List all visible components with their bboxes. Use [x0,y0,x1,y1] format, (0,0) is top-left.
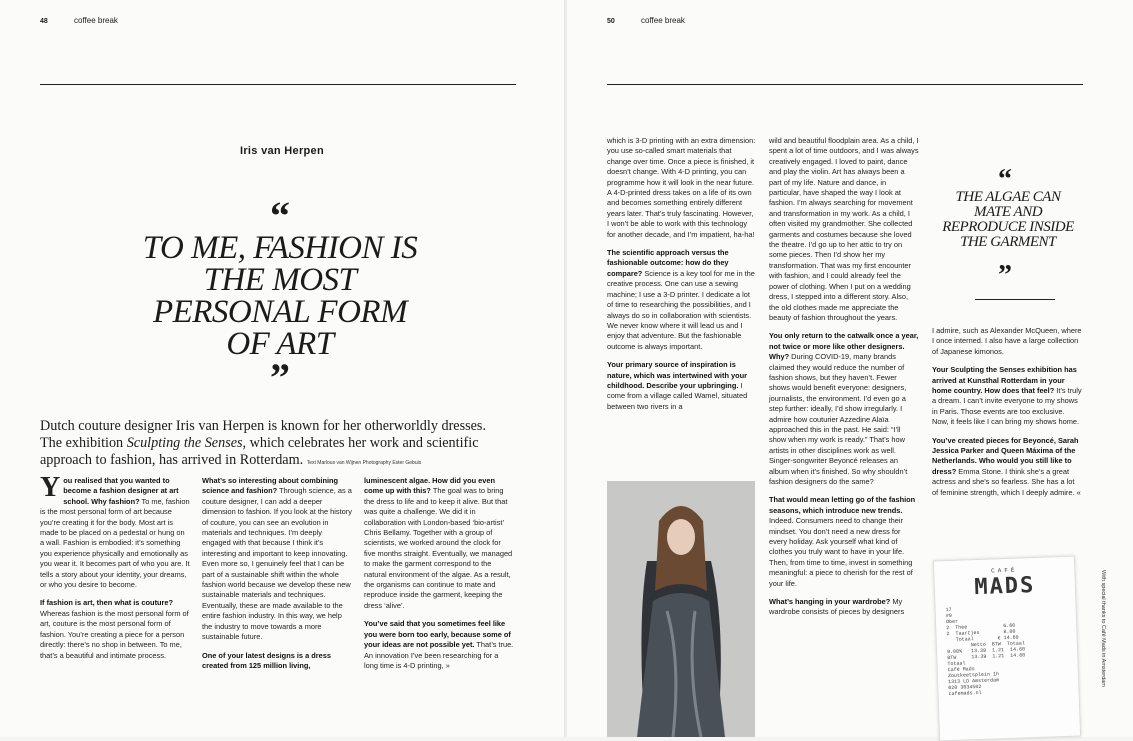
article-paragraph [607,360,757,412]
left-column-1 [40,472,190,669]
portrait-illustration [607,481,755,737]
cafe-receipt [933,556,1081,741]
receipt-lines: 17 #0 Ober 2 Thee 6.60 2 Taartjes 8.00 Totaal € 14.60 Netto BTW Totaal 9.00% 13.39 1.21 14.60 BTW 13.39 1.21 14.60 Totaal Café Mads Zoutkeetsplein 1h 1313 LD Amsterdam 020 3034502 cafemads.nl [945,606,1026,698]
left-section-label: coffee break [74,16,118,25]
article-paragraph [932,436,1082,498]
article-paragraph [769,136,919,323]
right-section-label: coffee break [641,16,685,25]
interview-answer: To me, fashion is the most personal form of art because you’re creating it for the body. Most art is made to be placed on a pedestal or hung on a wall. Fashion is embodied: it’s something you experience physically and emotionally as you wear it. It becomes part of who you are. It tells a story about your identity, your dreams, or who you desire to become. [40,496,190,590]
interview-question: What’s hanging in your wardrobe? [769,597,891,607]
article-paragraph [769,597,919,618]
article-paragraph [607,136,757,240]
interview-question: luminescent algae. How did you even come up with this? [364,476,496,496]
receipt-cafe-label: CAFÉ [990,566,1018,575]
credit-line: Text Marlous van Wijnen Photography Ester Gebuis [306,460,422,466]
interview-answer: Emma Stone. I think she’s a great actress and she’s so fearless. She has a lot of feminine strength, which I deeply admire. « [932,466,1081,497]
interview-question: ou realised that you wanted to become a fashion designer at art school. Why fashion? [63,476,179,506]
article-paragraph [769,495,919,589]
interview-answer: I admire, such as Alexander McQueen, where I once interned. I also have a large collection of Japanese kimonos. [932,326,1082,356]
close-quote-mark: ” [270,355,290,400]
right-column-1 [607,136,757,420]
right-pull-quote: THE ALGAE CAN MATE AND REPRODUCE INSIDE THE GARMENT [942,189,1074,250]
interview-question: Your Sculpting the Senses exhibition has arrived at Kunsthal Rotterdam in your home country. How does that feel? [932,365,1077,396]
intro-text-start: Dutch couture designer Iris van Herpen is known for her otherworldly dresses. The exhibition [40,418,486,451]
article-paragraph [40,472,190,590]
article-paragraph [607,248,757,352]
interview-question: If fashion is art, then what is couture? [40,598,174,608]
interview-answer: It’s truly a dream. I can’t invite everyone to my shows in Paris. Those events are too exclusive. Now, it feels like I can bring my shows home. [932,386,1082,427]
interview-question: The scientific approach versus the fashionable outcome: how do they compare? [607,248,729,278]
interview-answer: Science is a key tool for me in the creative process. One can use a sewing machine; I use a 3-D printer. I dedicate a lot of time to researching the possibilities, and I always do so in collaboration with scientists. We never know where it will lead us and I enjoy that adventure. But the fashionable outcome is always important. [607,268,755,351]
left-column-2 [202,476,352,679]
interviewee-name: Iris van Herpen [240,145,324,157]
top-rule [40,84,516,85]
pull-quote-rule [975,299,1055,300]
interview-answer: wild and beautiful floodplain area. As a child, I spent a lot of time outdoors, and I was always creatively engaged. I loved to paint, dance and play the violin. Art has always been a part of my life. Nature and dance, in particular, have shaped the way I look at fashion. I’m always searching for movement and transformation in my work. As a child, I often visited my grandmother. She collected garments and costumes because she loved the theatre. I’d go up to her attic to try on some pieces. Then I’d show her my transformation. That was my first encounter with fashion, and I could already feel the power of clothing. When I put on a wedding dress, I stepped into a different story. Also, the old clothes made me appreciate the beauty of fashion throughout the years. [769,136,919,322]
interview-question: That would mean letting go of the fashion seasons, which introduce new trends. [769,495,916,515]
interview-answer: Through science, as a couture designer, I can add a deeper dimension to fashion. If you look at the history of couture, you can see an evolution in materials and techniques. I’m deeply engaged with that because I think it’s interesting and important to keep innovating. Even more so, I genuinely feel that I can be part of a sustainable shift within the whole fashion world because we develop these new sustainable materials and techniques. Eventually, these are made available to the entire fashion industry. In this way, we help the industry to move towards a more sustainable future. [202,486,352,642]
open-quote-mark: “ [270,193,290,238]
interview-answer: That’s true. An innovation I’ve been researching for a long time is 4-D printing, » [364,640,514,670]
interview-answer: My wardrobe consists of pieces by designers [769,597,905,617]
receipt-brand: MADS [973,572,1036,601]
exhibition-title: Sculpting the Senses [126,435,243,451]
right-page-number: 50 [607,18,615,25]
left-page [0,0,566,737]
article-paragraph [769,331,919,487]
right-open-quote-mark: “ [998,164,1012,195]
left-page-header [40,16,118,25]
interview-question: You’ve said that you sometimes feel like you were born too early, because some of your ideas are not possible yet. [364,619,511,650]
portrait-photo [607,481,755,737]
pull-quote: TO ME, FASHION IS THE MOST PERSONAL FORM OF ART [142,230,418,362]
right-column-3 [932,326,1082,506]
interview-question: What’s so interesting about combining science and fashion? [202,476,339,496]
article-paragraph [202,651,352,672]
interview-answer: which is 3-D printing with an extra dimension: you use so-called smart materials that change over time. Once a piece is finished, it doesn’t change. With 4-D printing, you can programme how it will look in the near future. A 4-D-printed dress takes on a life of its own and becomes something entirely different years later. That’s truly fascinating. However, I won’t be able to work with this technology for another decade, and I’m impatient, ha-ha! [607,136,756,239]
right-close-quote-mark: ” [998,260,1012,291]
interview-question: Your primary source of inspiration is nature, which was intertwined with your childhood. Describe your upbringing. [607,360,748,390]
article-paragraph [932,326,1082,357]
intro-text-end: , which celebrates her work and scientific approach to fashion, has arrived in Rotterdam. [40,435,479,468]
intro-paragraph [40,418,510,472]
interview-question: You only return to the catwalk once a year, not twice or more like other designers. Why? [769,331,919,362]
article-paragraph [202,476,352,643]
article-paragraph [932,365,1082,427]
interview-question: You’ve created pieces for Beyoncé, Sarah Jessica Parker and Queen Máxima of the Netherlands. Who would you still like to dress? [932,435,1079,476]
article-paragraph [40,598,190,660]
interview-answer: During COVID-19, many brands claimed they would reduce the number of fashion shows, but they haven’t. Fewer shows would benefit everyone: designers, journalists, the environment. I’d even go a step further: ideally, I’d show irregularly. I admire how couturier Azzedine Alaïa approached this in the past. He said: “I’ll show when my work is ready.” That’s how artists in other disciplines work as well. Singer-songwriter Beyoncé releases an album when it’s finished. So why shouldn’t fashion designers do the same? [769,352,908,486]
left-column-3 [364,476,514,679]
interview-answer: Whereas fashion is the most personal form of art, couture is the most personal form of fashion. You’re creating a piece for a person directly: there’s no shop in between. To me, that’s a beautiful and intimate process. [40,608,189,660]
right-page-header [607,16,685,25]
article-paragraph [364,619,514,671]
left-page-number: 48 [40,18,48,25]
interview-answer: I come from a village called Wamel, situated between two rivers in a [607,380,748,411]
right-top-rule [607,84,1083,85]
interview-answer: Indeed. Consumers need to change their mindset. You don’t need a new dress for every holiday. Ask yourself what kind of clothes you truly want to have in your life. Then, from time to time, invest in something meaningful: a piece to cherish for the rest of your life. [769,516,913,588]
article-paragraph [364,476,514,611]
drop-cap: Y [40,472,61,503]
interview-answer: The goal was to bring the dress to life and to keep it alive. But that was quite a challenge. We did it in collaboration with London-based ‘bio-artist’ Chris Bellamy. Together with a group of scientists, we worked around the clock for five months straight. Eventually, we managed to make the garment correspond to the natural environment of the algae. As a result, the organisms can continue to mate and reproduce inside the garment, keeping the dress ‘alive’. [364,486,513,610]
right-column-2 [769,136,919,626]
interview-question: One of your latest designs is a dress created from 125 million living, [202,650,331,670]
thanks-note: With special thanks to Café Mads in Amsterdam [1100,570,1106,687]
